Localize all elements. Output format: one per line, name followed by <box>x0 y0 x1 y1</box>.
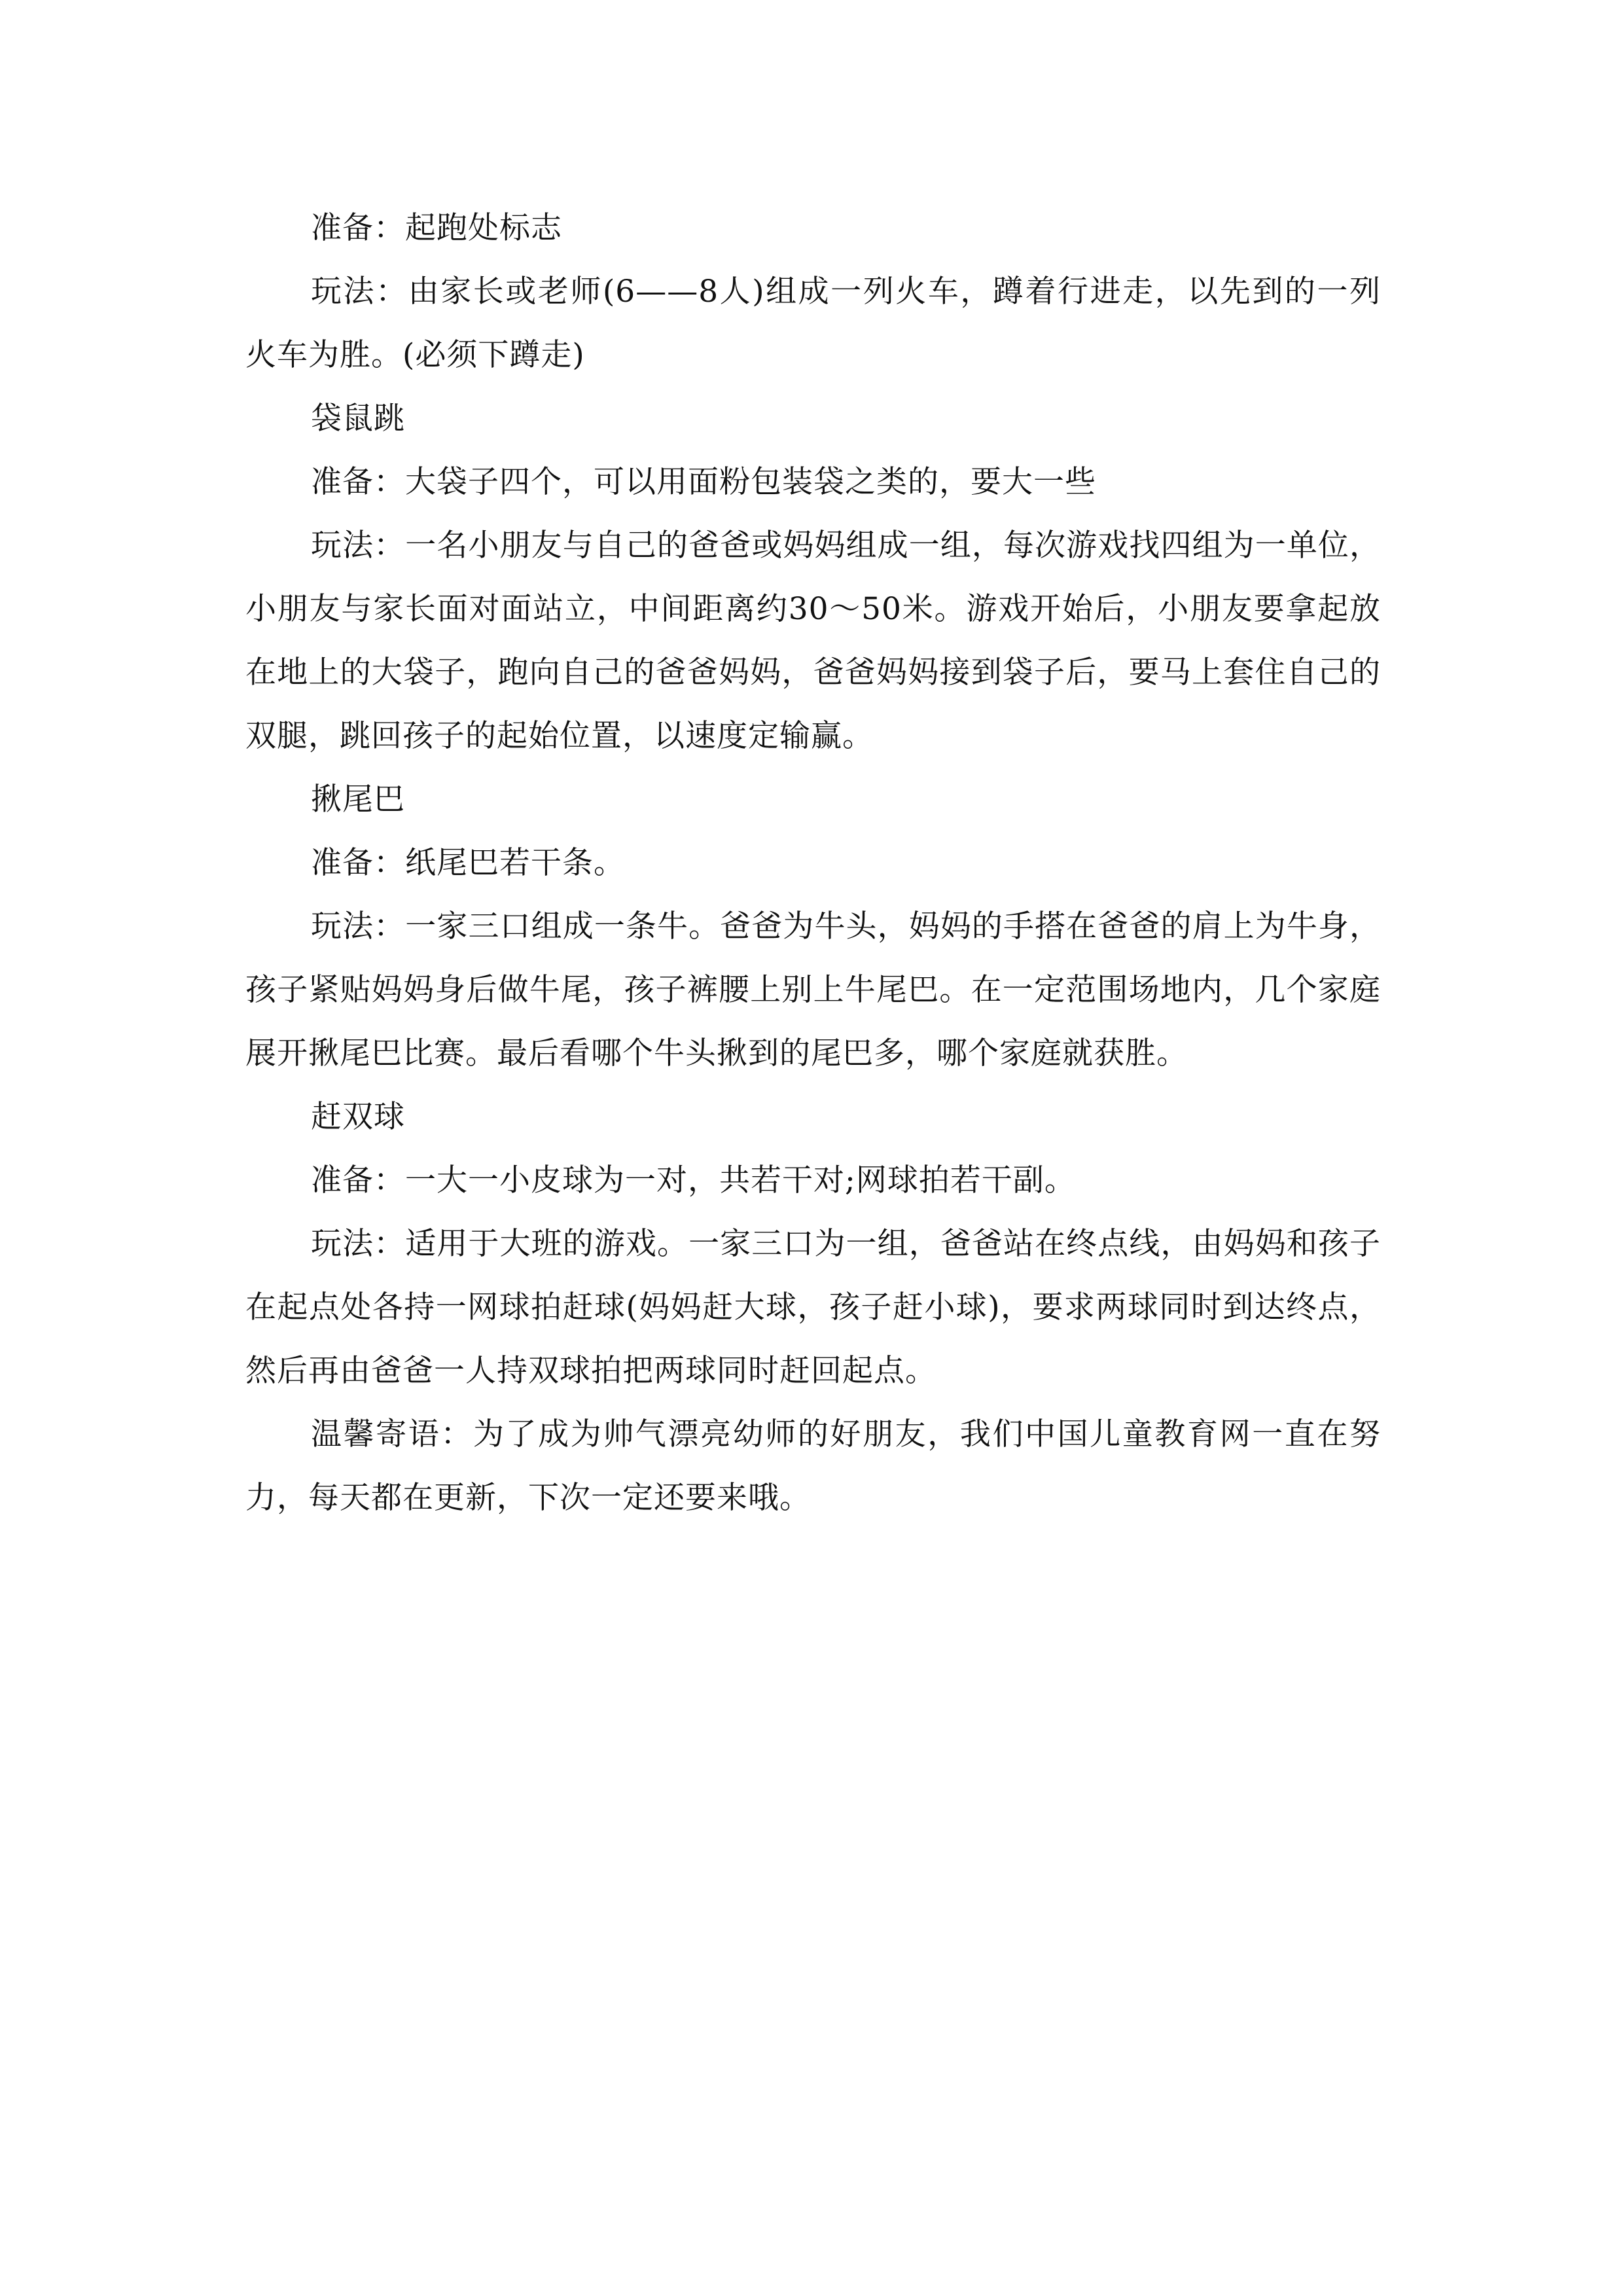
rules-paragraph-double-ball: 玩法：适用于大班的游戏。一家三口为一组，爸爸站在终点线，由妈妈和孩子在起点处各持一网球拍赶球(妈妈赶大球，孩子赶小球)，要求两球同时到达终点，然后再由爸爸一人持双球拍把两球同时赶回起点。 <box>245 1226 1381 1389</box>
section-title-grab-tail: 揪尾巴 <box>311 781 405 817</box>
prep-line-kangaroo-jump: 准备：大袋子四个，可以用面粉包装袋之类的，要大一些 <box>311 464 1096 500</box>
rules-paragraph-train: 玩法：由家长或老师(6——8人)组成一列火车，蹲着行进走，以先到的一列火车为胜。(必须下蹲走) <box>245 274 1381 373</box>
section-title-double-ball: 赶双球 <box>311 1099 405 1135</box>
document-body <box>245 196 1381 1530</box>
prep-line-grab-tail: 准备：纸尾巴若干条。 <box>311 845 625 881</box>
rules-paragraph-kangaroo-jump: 玩法：一名小朋友与自己的爸爸或妈妈组成一组，每次游戏找四组为一单位，小朋友与家长面对面站立，中间距离约30～50米。游戏开始后，小朋友要拿起放在地上的大袋子，跑向自己的爸爸妈妈，爸爸妈妈接到袋子后，要马上套住自己的双腿，跳回孩子的起始位置，以速度定输赢。 <box>245 528 1381 754</box>
prep-line-double-ball: 准备：一大一小皮球为一对，共若干对;网球拍若干副。 <box>311 1162 1076 1198</box>
section-title-kangaroo-jump: 袋鼠跳 <box>311 401 405 437</box>
rules-paragraph-grab-tail: 玩法：一家三口组成一条牛。爸爸为牛头，妈妈的手搭在爸爸的肩上为牛身，孩子紧贴妈妈身后做牛尾，孩子裤腰上别上牛尾巴。在一定范围场地内，几个家庭展开揪尾巴比赛。最后看哪个牛头揪到的尾巴多，哪个家庭就获胜。 <box>245 908 1381 1071</box>
prep-line-start-marker: 准备：起跑处标志 <box>311 210 562 246</box>
closing-message-paragraph: 温馨寄语：为了成为帅气漂亮幼师的好朋友，我们中国儿童教育网一直在努力，每天都在更新，下次一定还要来哦。 <box>245 1416 1381 1516</box>
